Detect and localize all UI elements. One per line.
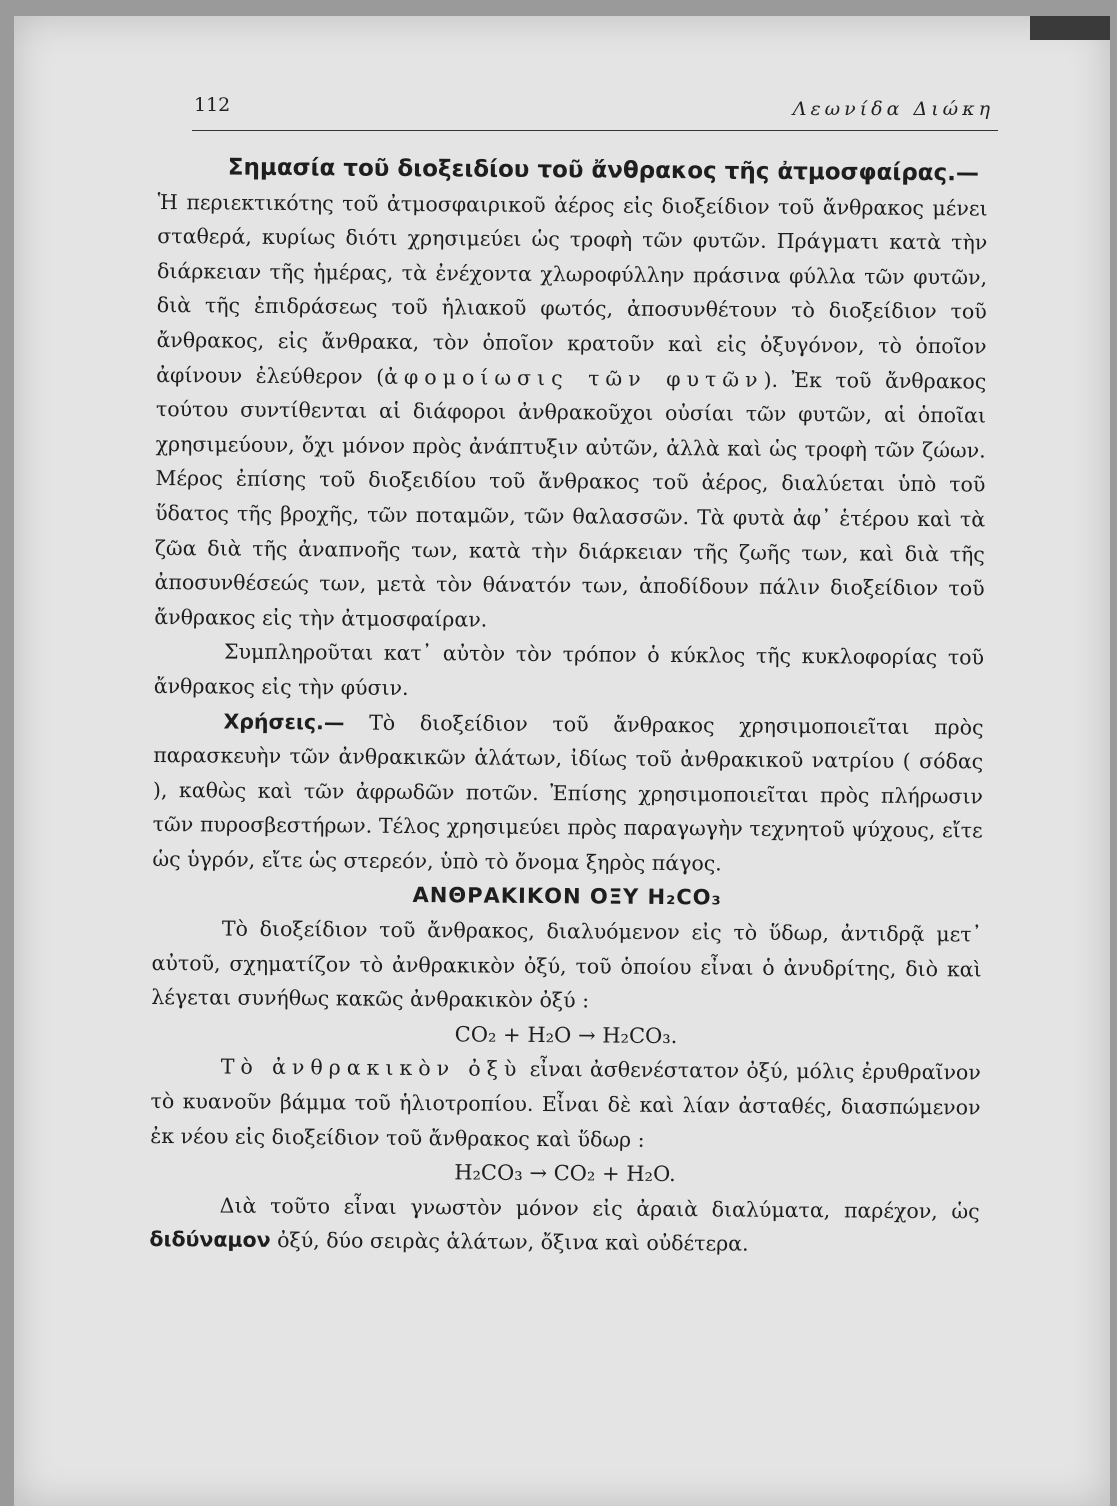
section-title: Σημασία τοῦ διοξειδίου τοῦ ἄνθρακος τῆς ἀτμοσφαίρας.— xyxy=(227,154,980,187)
paragraph xyxy=(150,1049,981,1159)
uses-paragraph xyxy=(152,703,983,882)
spaced-term: ἀφομοίωσις τῶν φυτῶν xyxy=(384,364,764,392)
paragraph-text: Διὰ τοῦτο εἶναι γνωστὸν μόνον εἰς ἀραιὰ διαλύματα, παρέχον, ὡς xyxy=(219,1193,980,1224)
paragraph xyxy=(149,1188,980,1264)
page-header xyxy=(194,94,994,126)
paragraph: Τὸ διοξείδιον τοῦ ἄνθρακος, διαλυόμενον εἰς τὸ ὕδωρ, ἀντιδρᾷ μετ᾽ αὐτοῦ, σχηματίζον τὸ ἀνθρακικὸν ὀξύ, τοῦ ὁποίου εἶναι ὁ ἀνυδρίτης, διὸ καὶ λέγεται συνήθως κακῶς ἀνθρακικὸν ὀξύ : xyxy=(151,916,982,1013)
chapter-title: ΑΝΘΡΑΚΙΚΟΝ ΟΞΥ H₂CO₃ xyxy=(412,883,722,910)
chemical-equation: H₂CO₃ → CO₂ + H₂O. xyxy=(454,1160,676,1187)
header-rule xyxy=(192,130,998,131)
paragraph-text: ὀξύ, δύο σειρὰς ἁλάτων, ὄξινα καὶ οὐδέτερα. xyxy=(270,1228,749,1257)
scan-edge xyxy=(1030,16,1110,40)
paragraph: Συμπληροῦται κατ᾽ αὐτὸν τὸν τρόπον ὁ κύκλος τῆς κυκλοφορίας τοῦ ἄνθρακος εἰς τὴν φύσιν. xyxy=(153,639,985,700)
paragraph-text: εἶναι ἀσθενέστατον ὀξύ, μόλις ἐρυθραῖνον τὸ κυανοῦν βάμμα τοῦ ἡλιοτροπίου. Εἶναι δὲ καὶ λίαν ἀσταθές, διασπώμενον ἐκ νέου εἰς διοξείδιον τοῦ ἄνθρακος καὶ ὕδωρ : xyxy=(150,1057,981,1152)
uses-heading: Χρήσεις.— xyxy=(223,709,345,734)
page-number: 112 xyxy=(194,94,231,116)
paragraph xyxy=(154,185,988,641)
page-body xyxy=(149,150,988,1263)
bold-term: διδύναμον xyxy=(149,1227,271,1253)
paragraph-text: ). Ἐκ τοῦ ἄνθρακος τούτου συντίθενται αἱ διάφοροι ἀνθρακοῦχοι οὐσίαι τῶν φυτῶν, αἱ ὁποῖαι χρησιμεύουν, ὄχι μόνον πρὸς ἀνάπτυξιν αὐτῶν, ἀλλὰ καὶ ὡς τροφὴ τῶν ζώων. Μέρος ἐπίσης τοῦ διοξειδίου τοῦ ἄνθρακος τοῦ ἀέρος, διαλύεται ὑπὸ τοῦ ὕδατος τῆς βροχῆς, τῶν ποταμῶν, τῶν θαλασσῶν. Τὰ φυτὰ ἀφ᾽ ἑτέρου καὶ τὰ ζῶα διὰ τῆς ἀναπνοῆς των, κατὰ τὴν διάρκειαν τῆς ζωῆς των, καὶ διὰ τῆς ἀποσυνθέσεώς των, μετὰ τὸν θάνατόν των, ἀποδίδουν πάλιν διοξείδιον τοῦ ἄνθρακος εἰς τὴν ἀτμοσφαίραν. xyxy=(154,367,987,632)
running-head: Λεωνίδα Διώκη xyxy=(792,98,994,120)
chemical-equation: CO₂ + H₂O → H₂CO₃. xyxy=(454,1022,678,1048)
paragraph-text: Ἡ περιεκτικότης τοῦ ἀτμοσφαιρικοῦ ἀέρος εἰς διοξείδιον τοῦ ἄνθρακος μένει σταθερά, κυρίως διότι χρησιμεύει ὡς τροφὴ τῶν φυτῶν. Πράγματι κατὰ τὴν διάρκειαν τῆς ἡμέρας, τὰ ἐνέχοντα χλωροφύλλην πράσινα φύλλα τῶν φυτῶν, διὰ τῆς ἐπιδράσεως τοῦ ἡλιακοῦ φωτός, ἀποσυνθέτουν τὸ διοξείδιον τοῦ ἄνθρακος, εἰς ἄνθρακα, τὸν ὁποῖον κρατοῦν καὶ εἰς ὀξυγόνον, τὸ ὁποῖον ἀφίνουν ἐλεύθερον ( xyxy=(156,189,988,389)
paragraph-text: Τὸ διοξείδιον τοῦ ἄνθρακος χρησιμοποιεῖται πρὸς παρασκευὴν τῶν ἀνθρακικῶν ἁλάτων, ἰδίως τοῦ ἀνθρακικοῦ νατρίου ( σόδας ), καθὼς καὶ τῶν ἀφρωδῶν ποτῶν. Ἐπίσης χρησιμοποιεῖται πρὸς πλήρωσιν τῶν πυροσβεστήρων. Τέλος χρησιμεύει πρὸς παραγωγὴν τεχνητοῦ ψύχους, εἴτε ὡς ὑγρόν, εἴτε ὡς στερεόν, ὑπὸ τὸ ὄνομα ξηρὸς πάγος. xyxy=(152,709,984,876)
spaced-term: Τὸ ἀνθρακικὸν ὀξὺ xyxy=(220,1054,523,1082)
